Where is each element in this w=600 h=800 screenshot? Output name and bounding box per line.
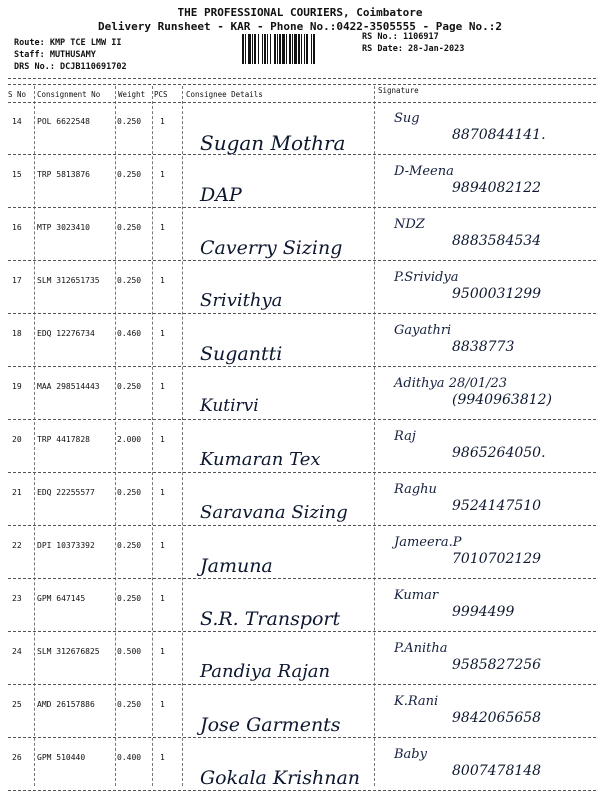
row-consignee-handwritten: Gokala Krishnan <box>200 767 361 789</box>
row-pcs: 1 <box>160 541 165 550</box>
row-consignee-handwritten: Srivithya <box>200 290 283 311</box>
row-phone-handwritten: 8838773 <box>452 339 515 355</box>
row-weight: 0.250 <box>117 223 142 232</box>
rs-date: RS Date: 28-Jan-2023 <box>362 44 465 54</box>
row-sno: 21 <box>12 488 22 497</box>
row-phone-handwritten: 9894082122 <box>452 180 542 196</box>
row-divider <box>8 472 596 473</box>
row-consignment-no: AMD 26157886 <box>37 700 95 709</box>
row-pcs: 1 <box>160 753 165 762</box>
row-consignment-no: TRP 5813876 <box>37 170 90 179</box>
row-consignee-handwritten: S.R. Transport <box>200 608 341 630</box>
row-weight: 0.250 <box>117 594 142 603</box>
row-consignee-handwritten: DAP <box>200 184 242 206</box>
row-sno: 16 <box>12 223 22 232</box>
row-phone-handwritten: 9842065658 <box>452 710 542 726</box>
row-sno: 15 <box>12 170 22 179</box>
row-phone-handwritten: 9865264050. <box>452 445 546 461</box>
row-pcs: 1 <box>160 488 165 497</box>
row-consignee-handwritten: Sugantti <box>200 343 283 365</box>
row-pcs: 1 <box>160 594 165 603</box>
rs-number: RS No.: 1106917 <box>362 32 439 42</box>
row-weight: 0.460 <box>117 329 142 338</box>
row-signature: K.Rani <box>394 694 439 709</box>
row-consignee-handwritten: Kutirvi <box>200 396 259 416</box>
column-divider <box>34 86 35 786</box>
route-label: Route: KMP TCE LMW II <box>14 38 122 48</box>
column-divider <box>152 86 153 786</box>
row-pcs: 1 <box>160 435 165 444</box>
column-divider <box>182 86 183 786</box>
row-signature: Raj <box>394 429 416 444</box>
row-phone-handwritten: 9585827256 <box>452 657 542 673</box>
row-signature: Gayathri <box>394 323 452 338</box>
row-divider <box>8 419 596 420</box>
row-phone-handwritten: (9940963812) <box>452 392 552 408</box>
row-sno: 17 <box>12 276 22 285</box>
row-signature: Jameera.P <box>394 535 462 550</box>
row-divider <box>8 366 596 367</box>
row-divider <box>8 578 596 579</box>
row-weight: 2.000 <box>117 435 142 444</box>
row-consignment-no: EDQ 12276734 <box>37 329 95 338</box>
row-pcs: 1 <box>160 276 165 285</box>
row-consignee-handwritten: Saravana Sizing <box>200 502 348 523</box>
column-header-consignment: Consignment No <box>37 90 101 99</box>
row-weight: 0.250 <box>117 276 142 285</box>
row-phone-handwritten: 9994499 <box>452 604 515 620</box>
row-phone-handwritten: 8883584534 <box>452 233 542 249</box>
row-signature: NDZ <box>394 217 425 232</box>
row-divider <box>8 525 596 526</box>
row-divider <box>8 684 596 685</box>
barcode <box>242 34 354 64</box>
row-signature: D-Meena <box>394 164 454 179</box>
row-phone-handwritten: 7010702129 <box>452 551 542 567</box>
row-weight: 0.500 <box>117 647 142 656</box>
row-pcs: 1 <box>160 700 165 709</box>
row-sno: 22 <box>12 541 22 550</box>
row-consignment-no: MAA 298514443 <box>37 382 100 391</box>
row-consignee-handwritten: Pandiya Rajan <box>200 661 331 682</box>
row-weight: 0.400 <box>117 753 142 762</box>
runsheet-subtitle: Delivery Runsheet - KAR - Phone No.:0422-3505555 - Page No.:2 <box>98 20 502 33</box>
row-consignment-no: SLM 312676825 <box>37 647 100 656</box>
column-divider <box>115 86 116 786</box>
row-sno: 24 <box>12 647 22 656</box>
row-consignment-no: MTP 3023410 <box>37 223 90 232</box>
row-signature: Kumar <box>394 588 439 603</box>
column-header-pcs: PCS <box>154 90 168 99</box>
row-consignee-handwritten: Caverry Sizing <box>200 237 343 259</box>
column-header-sno: S No <box>8 90 27 99</box>
staff-label: Staff: MUTHUSAMY <box>14 50 96 60</box>
row-pcs: 1 <box>160 170 165 179</box>
row-sno: 25 <box>12 700 22 709</box>
row-consignee-handwritten: Kumaran Tex <box>200 449 321 470</box>
row-phone-handwritten: 8870844141. <box>452 127 546 143</box>
row-consignment-no: GPM 510440 <box>37 753 86 762</box>
row-consignment-no: DPI 10373392 <box>37 541 95 550</box>
row-pcs: 1 <box>160 223 165 232</box>
row-pcs: 1 <box>160 117 165 126</box>
row-consignee-handwritten: Jose Garments <box>200 714 341 736</box>
row-signature: P.Srividya <box>394 270 459 285</box>
row-signature: Sug <box>394 111 420 126</box>
header-top-rule-2 <box>8 84 596 85</box>
row-consignee-handwritten: Jamuna <box>200 555 273 577</box>
row-consignment-no: SLM 312651735 <box>37 276 100 285</box>
column-header-weight: Weight <box>118 90 146 99</box>
row-weight: 0.250 <box>117 117 142 126</box>
row-phone-handwritten: 8007478148 <box>452 763 542 779</box>
row-consignment-no: GPM 647145 <box>37 594 86 603</box>
row-sno: 26 <box>12 753 22 762</box>
column-header-consignee: Consignee Details <box>186 90 263 99</box>
drs-number: DRS No.: DCJB110691702 <box>14 62 127 72</box>
row-signature: P.Anitha <box>394 641 448 656</box>
row-divider <box>8 260 596 261</box>
row-pcs: 1 <box>160 329 165 338</box>
row-weight: 0.250 <box>117 700 142 709</box>
row-consignee-handwritten: Sugan Mothra <box>200 131 346 155</box>
header-top-rule <box>8 78 596 79</box>
row-phone-handwritten: 9500031299 <box>452 286 542 302</box>
row-sno: 18 <box>12 329 22 338</box>
row-signature: Raghu <box>394 482 437 497</box>
row-weight: 0.250 <box>117 488 142 497</box>
row-pcs: 1 <box>160 382 165 391</box>
row-sno: 20 <box>12 435 22 444</box>
header-bottom-rule <box>8 102 596 103</box>
row-signature: Adithya 28/01/23 <box>394 376 508 391</box>
row-signature: Baby <box>394 747 427 762</box>
row-divider <box>8 313 596 314</box>
row-divider <box>8 737 596 738</box>
row-divider <box>8 207 596 208</box>
row-weight: 0.250 <box>117 170 142 179</box>
row-divider <box>8 154 596 155</box>
row-sno: 19 <box>12 382 22 391</box>
row-consignment-no: TRP 4417828 <box>37 435 90 444</box>
row-pcs: 1 <box>160 647 165 656</box>
row-phone-handwritten: 9524147510 <box>452 498 542 514</box>
row-divider <box>8 790 596 791</box>
row-weight: 0.250 <box>117 382 142 391</box>
row-divider <box>8 631 596 632</box>
row-consignment-no: EDQ 22255577 <box>37 488 95 497</box>
row-sno: 23 <box>12 594 22 603</box>
row-weight: 0.250 <box>117 541 142 550</box>
column-header-signature: Signature <box>378 86 419 95</box>
row-consignment-no: POL 6622548 <box>37 117 90 126</box>
company-title: THE PROFESSIONAL COURIERS, Coimbatore <box>177 6 423 19</box>
column-divider <box>374 86 375 786</box>
row-sno: 14 <box>12 117 22 126</box>
